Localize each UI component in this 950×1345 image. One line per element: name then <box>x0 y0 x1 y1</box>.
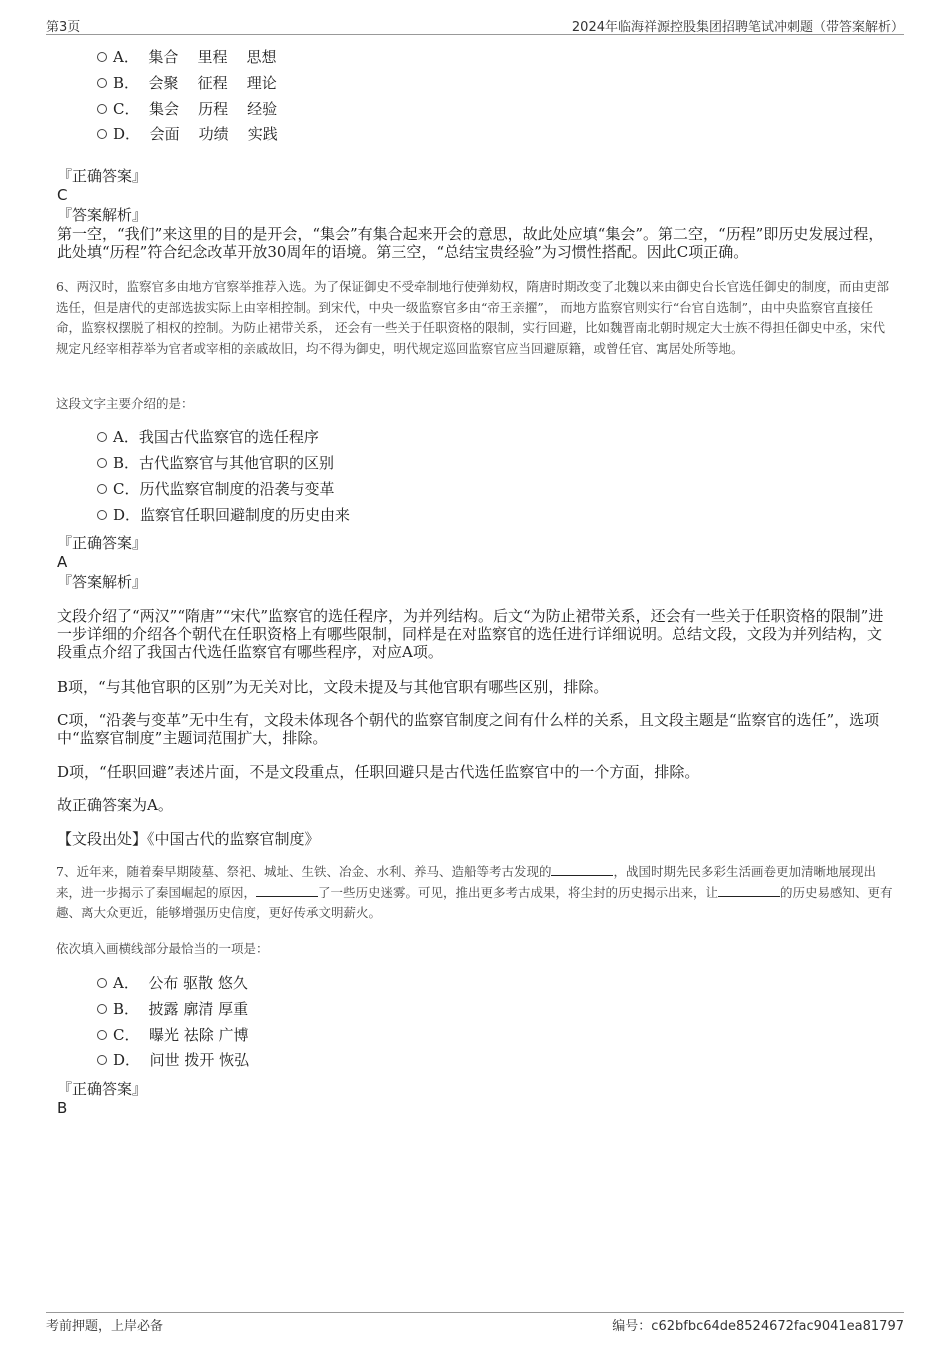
q5-option-c[interactable]: C． 集会 历程 经验 <box>97 98 277 120</box>
q6-option-c[interactable]: C．历代监察官制度的沿袭与变革 <box>97 478 334 500</box>
radio-icon[interactable] <box>97 78 107 88</box>
radio-icon[interactable] <box>97 1030 107 1040</box>
q6-option-b[interactable]: B．古代监察官与其他官职的区别 <box>97 452 334 474</box>
page-number: 第3页 <box>46 20 81 35</box>
q7-option-a[interactable]: A． 公布 驱散 悠久 <box>97 972 248 994</box>
q5-analysis: 第一空，“我们”来这里的目的是开会，“集会”有集合起来开会的意思，故此处应填“集会”。第二空，“历程”即历史发展过程，此处填“历程”符合纪念改革开放30周年的语境。第三空，“总结宝贵经验”为习惯性搭配。因此C项正确。 <box>57 225 884 261</box>
q6-option-a[interactable]: A．我国古代监察官的选任程序 <box>97 426 319 448</box>
q6-analysis-label: 『答案解析』 <box>57 573 148 591</box>
radio-icon[interactable] <box>97 1004 107 1014</box>
q7-passage: 7、近年来，随着秦早期陵墓、祭祀、城址、生铁、冶金、水利、养马、造船等考古发现的 ，战国时期先民多彩生活画卷更加清晰地展现出来，进一步揭示了秦国崛起的原因， 了一些历史迷雾。可见，推出更多考古成果，将尘封的历史揭示出来，让 的历史易感知、更有趣、离大众更近，能够增强历史信度，更好传承文明薪火。 <box>56 864 893 920</box>
radio-icon[interactable] <box>97 510 107 520</box>
radio-icon[interactable] <box>97 484 107 494</box>
q6-analysis-paragraph: 故正确答案为A。 <box>57 796 173 814</box>
q6-answer-label: 『正确答案』 <box>57 534 148 552</box>
q6-analysis-paragraph: B项，“与其他官职的区别”为无关对比，文段未提及与其他官职有哪些区别，排除。 <box>57 678 609 696</box>
radio-icon[interactable] <box>97 432 107 442</box>
footer-slogan: 考前押题，上岸必备 <box>46 1319 164 1334</box>
q5-option-a[interactable]: A． 集合 里程 思想 <box>97 46 277 68</box>
page-header <box>46 14 904 35</box>
q7-answer: B <box>57 1099 68 1117</box>
q6-answer: A <box>57 553 68 571</box>
radio-icon[interactable] <box>97 978 107 988</box>
q7-answer-label: 『正确答案』 <box>57 1080 148 1098</box>
document-title: 2024年临海祥源控股集团招聘笔试冲刺题（带答案解析） <box>571 20 904 35</box>
fill-blank[interactable] <box>256 884 318 897</box>
radio-icon[interactable] <box>97 52 107 62</box>
fill-blank[interactable] <box>551 863 613 876</box>
q7-option-c[interactable]: C． 曝光 祛除 广博 <box>97 1024 249 1046</box>
q6-option-d[interactable]: D．监察官任职回避制度的历史由来 <box>97 504 350 526</box>
q5-option-b[interactable]: B． 会聚 征程 理论 <box>97 72 277 94</box>
document-code: 编号：c62bfbc64de8524672fac9041ea81797 <box>612 1319 904 1334</box>
q7-option-b[interactable]: B． 披露 廓清 厚重 <box>97 998 248 1020</box>
q6-analysis-paragraph: C项，“沿袭与变革”无中生有，文段未体现各个朝代的监察官制度之间有什么样的关系，且文段主题是“监察官的选任”，选项中“监察官制度”主题词范围扩大，排除。 <box>57 711 880 747</box>
q6-source: 【文段出处】《中国古代的监察官制度》 <box>57 830 320 848</box>
q5-answer-label: 『正确答案』 <box>57 167 148 185</box>
q5-option-d[interactable]: D． 会面 功绩 实践 <box>97 123 278 145</box>
page-footer <box>46 1312 904 1341</box>
q5-analysis-label: 『答案解析』 <box>57 206 148 224</box>
q7-option-d[interactable]: D． 问世 拨开 恢弘 <box>97 1049 249 1071</box>
radio-icon[interactable] <box>97 458 107 468</box>
q6-analysis-paragraph: 文段介绍了“两汉”“隋唐”“宋代”监察官的选任程序，为并列结构。后文“为防止裙带关系，还会有一些关于任职资格的限制”进一步详细的介绍各个朝代在任职资格上有哪些限制，同样是在对监察官的选任进行详细说明。总结文段，文段为并列结构，文段重点介绍了我国古代选任监察官有哪些程序，对应A项。 <box>57 607 884 661</box>
q7-stem: 依次填入画横线部分最恰当的一项是： <box>56 941 269 956</box>
q6-stem: 这段文字主要介绍的是： <box>56 396 194 411</box>
radio-icon[interactable] <box>97 129 107 139</box>
q6-analysis-paragraph: D项，“任职回避”表述片面，不是文段重点，任职回避只是古代选任监察官中的一个方面，排除。 <box>57 763 700 781</box>
q5-answer: C <box>57 186 68 204</box>
radio-icon[interactable] <box>97 1055 107 1065</box>
fill-blank[interactable] <box>718 884 780 897</box>
radio-icon[interactable] <box>97 104 107 114</box>
q6-passage: 6、两汉时，监察官多由地方官察举推荐入选。为了保证御史不受牵制地行使弹劾权，隋唐时期改变了北魏以来由御史台长官选任御史的制度，而由吏部选任，但是唐代的吏部选拔实际上由宰相控制。到宋代，中央一级监察官多由“帝王亲擢”， 而地方监察官则实行“台官自选制”，由中央监察官直接任命，监察权摆脱了相权的控制。为防止裙带关系， 还会有一些关于任职资格的限制，实行回避，比如魏晋南北朝时规定大士族不得担任御史中丞，宋代规定凡经宰相荐举为官者或宰相的亲戚故旧，均不得为御史，明代规定巡回监察官应当回避原籍，或曾任官、寓居处所等地。 <box>56 279 889 356</box>
